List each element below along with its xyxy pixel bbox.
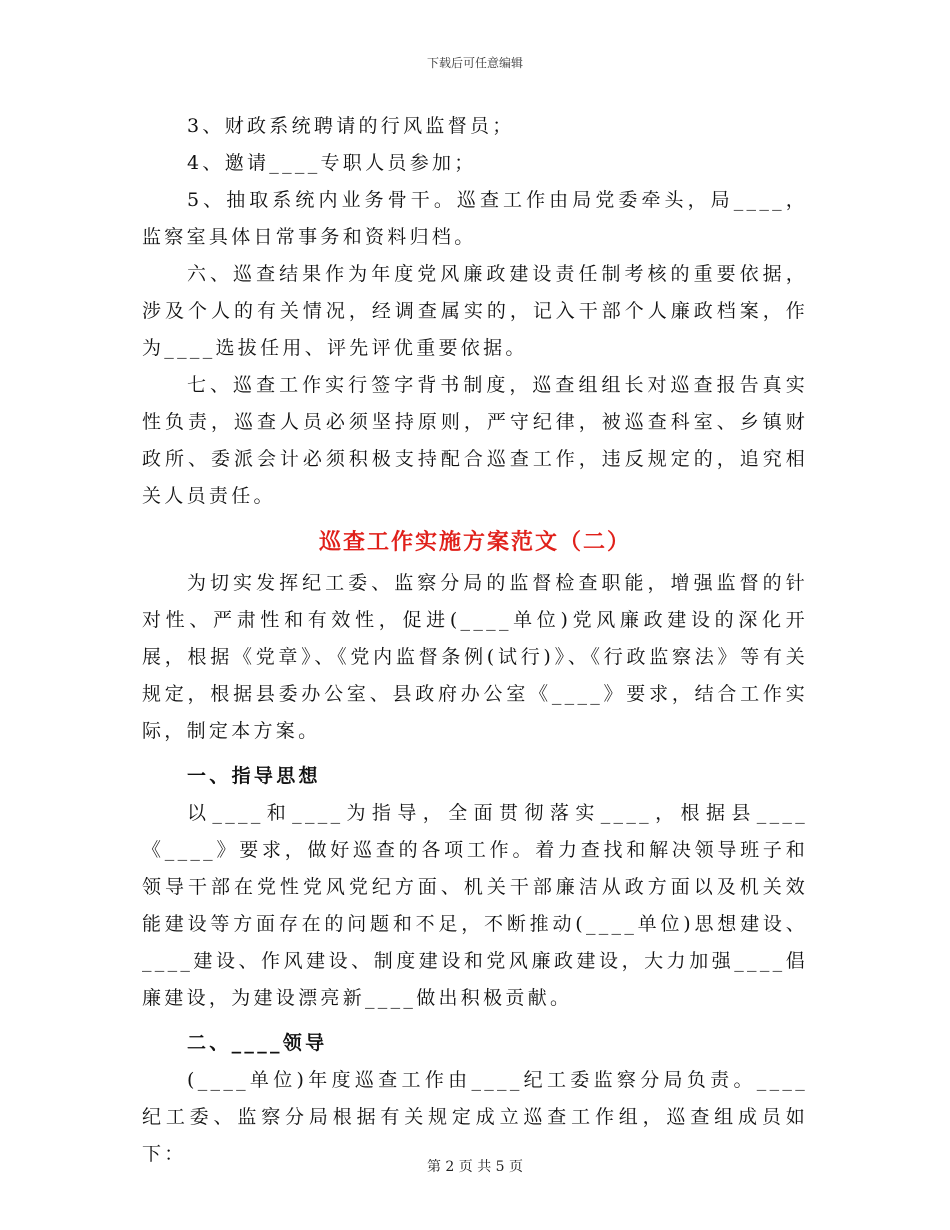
heading-guiding-ideology: 一、指导思想 [187, 765, 321, 787]
intro-paragraph: 为切实发挥纪工委、监察分局的监督检查职能，增强监督的针对性、严肃性和有效性，促进(____单位)党风廉政建设的深化开展，根据《党章》、《党内监督条例(试行)》、《行政监察法》等有关规定，根据县委办公室、县政府办公室《____》要求，结合工作实际，制定本方案。 [142, 572, 808, 742]
guiding-ideology-paragraph: 以____和____为指导，全面贯彻落实____，根据县____《____》要求，做好巡查的各项工作。着力查找和解决领导班子和领导干部在党性党风党纪方面、机关干部廉洁从政方面以及机关效能建设等方面存在的问题和不足，不断推动(____单位)思想建设、____建设、作风建设、制度建设和党风廉政建设，大力加强____倡廉建设，为建设漂亮新____做出积极贡献。 [142, 802, 808, 1009]
list-item-4: 4、邀请____专职人员参加； [187, 152, 477, 174]
page-header: 下载后可任意编辑 [426, 56, 523, 70]
page-number: 第 2 页 共 5 页 [426, 1159, 524, 1175]
clause-seven: 七、巡查工作实行签字背书制度，巡查组组长对巡查报告真实性负责，巡查人员必须坚持原则，严守纪律，被巡查科室、乡镇财政所、委派会计必须积极支持配合巡查工作，违反规定的，追究相关人员责任。 [142, 374, 808, 507]
section-title: 巡查工作实施方案范文（二） [318, 529, 631, 555]
clause-six: 六、巡查结果作为年度党风廉政建设责任制考核的重要依据，涉及个人的有关情况，经调查属实的，记入干部个人廉政档案，作为____选拔任用、评先评优重要依据。 [142, 263, 808, 359]
list-item-5: 5、抽取系统内业务骨干。巡查工作由局党委牵头，局____，监察室具体日常事务和资料归档。 [142, 189, 808, 248]
leadership-paragraph: (____单位)年度巡查工作由____纪工委监察分局负责。____纪工委、监察分局根据有关规定成立巡查工作组，巡查组成员如下： [142, 1069, 808, 1165]
document-body [142, 108, 808, 1173]
heading-leadership: 二、____领导 [187, 1032, 328, 1054]
list-item-3: 3、财政系统聘请的行风监督员； [187, 115, 515, 137]
